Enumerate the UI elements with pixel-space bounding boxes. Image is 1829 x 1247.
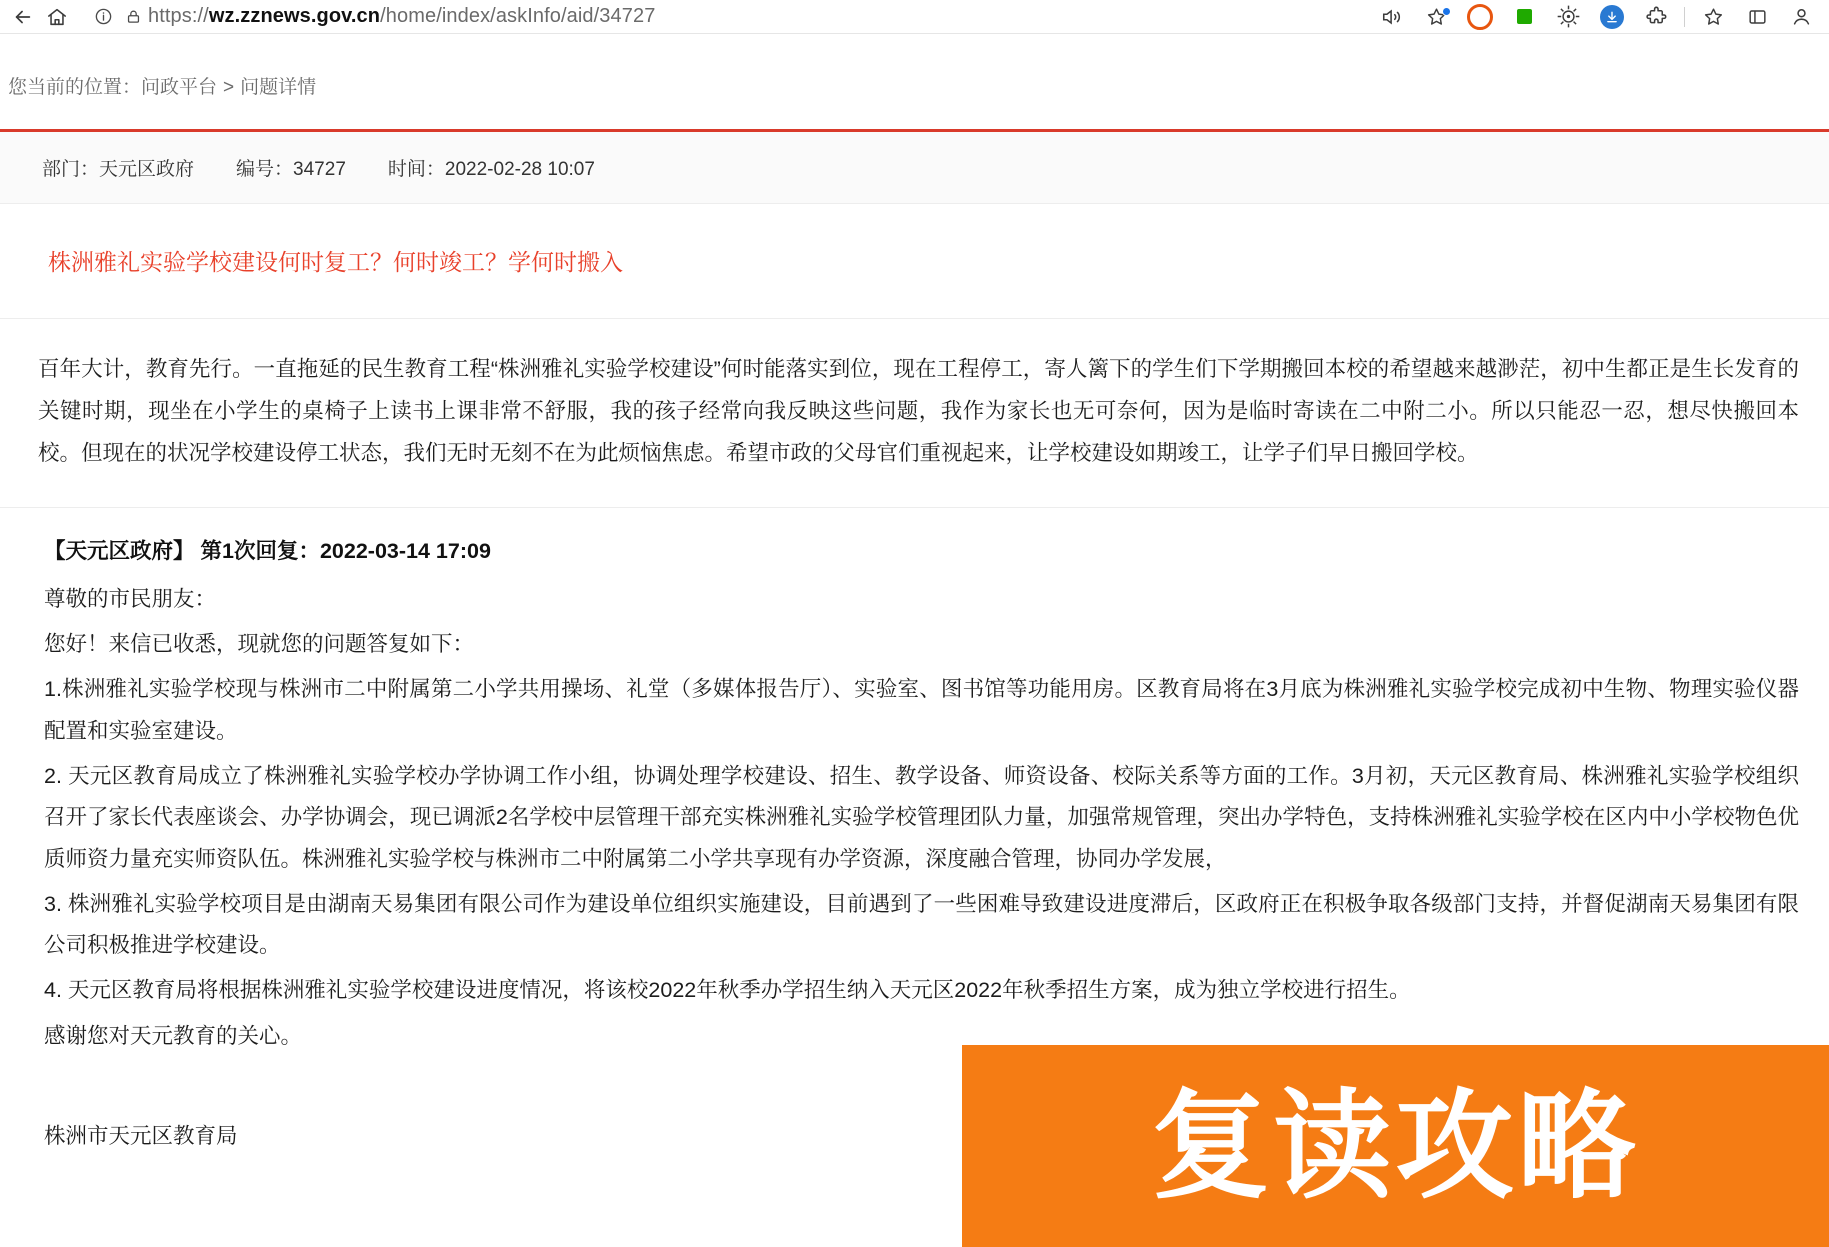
browser-toolbar bbox=[0, 0, 1829, 34]
page-content bbox=[0, 34, 1829, 1160]
meta-department-value: 天元区政府 bbox=[99, 159, 195, 180]
question-title-block bbox=[0, 204, 1829, 319]
meta-bar bbox=[0, 132, 1829, 204]
lock-icon bbox=[118, 2, 148, 32]
meta-id-label: 编号： bbox=[236, 159, 294, 180]
favorites-star-icon[interactable] bbox=[1691, 2, 1735, 32]
extension-globe-icon[interactable] bbox=[1546, 2, 1590, 32]
meta-time bbox=[388, 154, 595, 181]
url-domain: wz.zznews.gov.cn bbox=[208, 5, 381, 27]
question-body: 百年大计，教育先行。一直拖延的民生教育工程“株洲雅礼实验学校建设”何时能落实到位，现在工程停工，寄人篱下的学生们下学期搬回本校的希望越来越渺茫，初中生都正是生长发育的关键时期，现坐在小学生的桌椅子上读书上课非常不舒服，我的孩子经常向我反映这些问题，我作为家长也无可奈何，因为是临时寄读在二中附二小。所以只能忍一忍，想尽快搬回本校。但现在的状况学校建设停工状态，我们无时无刻不在为此烦恼焦虑。希望市政的父母官们重视起来，让学校建设如期竣工，让学子们早日搬回学校。 bbox=[38, 357, 1799, 466]
reply-paragraph: 感谢您对天元教育的关心。 bbox=[44, 1023, 303, 1048]
meta-id bbox=[236, 154, 346, 181]
reply-paragraph: 2. 天元区教育局成立了株洲雅礼实验学校办学协调工作小组，协调处理学校建设、招生、教学设备、师资设备、校际关系等方面的工作。3月初，天元区教育局、株洲雅礼实验学校组织召开了家长代表座谈会、办学协调会，现已调派2名学校中层管理干部充实株洲雅礼实验学校管理团队力量，加强常规管理，突出办学特色，支持株洲雅礼实验学校在区内中小学校物色优质师资力量充实师资队伍。株洲雅礼实验学校与株洲市二中附属第二小学共享现有办学资源，深度融合管理，协同办学发展， bbox=[44, 764, 1799, 871]
extension-circle-icon[interactable] bbox=[1458, 2, 1502, 32]
watermark-text: 复读攻略 bbox=[1151, 1077, 1640, 1215]
profile-icon[interactable] bbox=[1779, 2, 1823, 32]
extensions-puzzle-icon[interactable] bbox=[1634, 2, 1678, 32]
breadcrumb-item-platform[interactable]: 问政平台 bbox=[141, 77, 218, 98]
home-icon[interactable] bbox=[40, 2, 74, 32]
meta-department bbox=[42, 154, 194, 181]
page-title: 株洲雅礼实验学校建设何时复工？何时竣工？学何时搬入 bbox=[48, 249, 623, 275]
reply-paragraph: 您好！来信已收悉，现就您的问题答复如下： bbox=[44, 632, 475, 657]
reply-paragraph: 4. 天元区教育局将根据株洲雅礼实验学校建设进度情况，将该校2022年秋季办学招生纳入天元区2022年秋季招生方案，成为独立学校进行招生。 bbox=[44, 978, 1411, 1003]
reply-paragraph: 3. 株洲雅礼实验学校项目是由湖南天易集团有限公司作为建设单位组织实施建设，目前遇到了一些困难导致建设进度滞后，区政府正在积极争取各级部门支持，并督促湖南天易集团有限公司积极推进学校建设。 bbox=[44, 891, 1799, 958]
watermark-overlay bbox=[962, 1045, 1829, 1247]
read-aloud-icon[interactable] bbox=[1370, 2, 1414, 32]
breadcrumb-prefix: 您当前的位置： bbox=[8, 77, 142, 98]
reply-time: 2022-03-14 17:09 bbox=[319, 538, 491, 563]
url-path: /home/index/askInfo/aid/34727 bbox=[380, 5, 656, 27]
meta-time-value: 2022-02-28 10:07 bbox=[444, 159, 595, 180]
meta-time-label: 时间： bbox=[387, 159, 445, 180]
toolbar-right-icons bbox=[1370, 2, 1823, 32]
reply-signature: 株洲市天元区教育局 bbox=[44, 1123, 238, 1148]
meta-department-label: 部门： bbox=[42, 159, 100, 180]
reply-header bbox=[44, 534, 1799, 565]
meta-id-value: 34727 bbox=[293, 159, 346, 180]
reply-paragraph: 尊敬的市民朋友： bbox=[44, 586, 217, 611]
breadcrumb bbox=[0, 34, 1829, 129]
reply-paragraph: 1.株洲雅礼实验学校现与株洲市二中附属第二小学共用操场、礼堂（多媒体报告厅）、实验室、图书馆等功能用房。区教育局将在3月底为株洲雅礼实验学校完成初中生物、物理实验仪器配置和实验室建设。 bbox=[44, 677, 1799, 743]
url-prefix: https:// bbox=[148, 5, 209, 27]
extension-square-icon[interactable] bbox=[1502, 2, 1546, 32]
breadcrumb-item-detail[interactable]: 问题详情 bbox=[240, 77, 317, 98]
address-bar[interactable] bbox=[80, 2, 1364, 32]
breadcrumb-separator: > bbox=[223, 77, 235, 98]
add-favorite-icon[interactable] bbox=[1414, 2, 1458, 32]
question-body-block bbox=[0, 319, 1829, 508]
back-arrow-icon[interactable] bbox=[6, 2, 40, 32]
downloads-icon[interactable] bbox=[1590, 2, 1634, 32]
collections-icon[interactable] bbox=[1735, 2, 1779, 32]
reply-count-label: 第1次回复： bbox=[200, 538, 320, 563]
info-circle-icon[interactable] bbox=[88, 2, 118, 32]
url-text bbox=[148, 5, 655, 28]
reply-department: 【天元区政府】 bbox=[44, 538, 195, 563]
favorite-add-badge bbox=[1442, 7, 1451, 16]
toolbar-divider bbox=[1684, 7, 1685, 27]
